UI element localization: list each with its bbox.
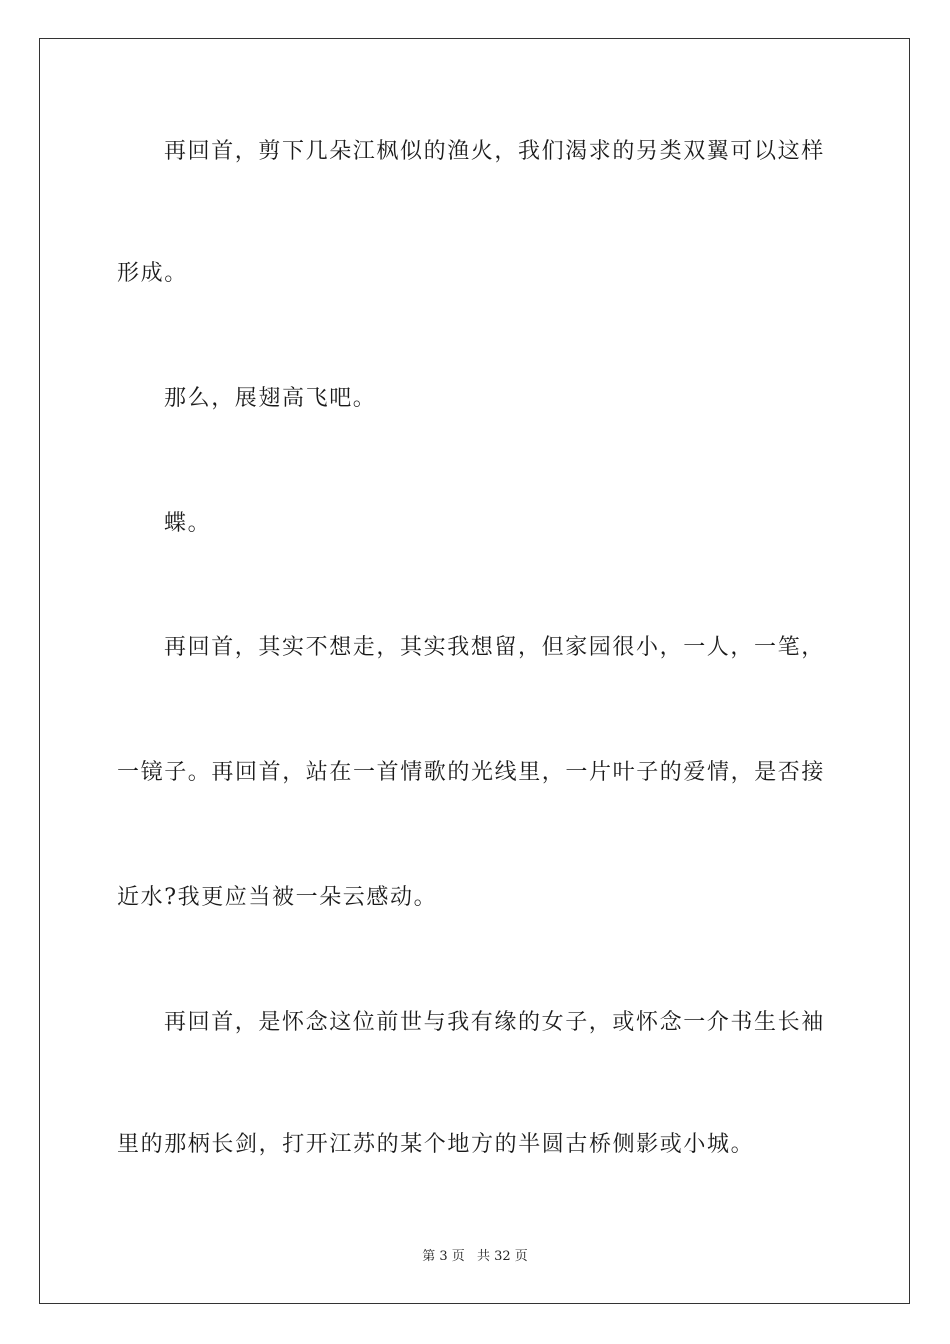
paragraph-3: 蝶。 [164, 511, 212, 536]
paragraph-5-line-1: 再回首，是怀念这位前世与我有缘的女子，或怀念一介书生长袖 [164, 1010, 825, 1035]
page-total: 共 32 页 [476, 1249, 528, 1264]
page-footer [0, 1248, 950, 1266]
paragraph-2: 那么，展翅高飞吧。 [164, 386, 377, 411]
paragraph-4-line-3: 近水?我更应当被一朵云感动。 [117, 885, 438, 910]
paragraph-4-line-2: 一镜子。再回首，站在一首情歌的光线里，一片叶子的爱情，是否接 [117, 760, 826, 785]
paragraph-4-line-1: 再回首，其实不想走，其实我想留，但家园很小，一人，一笔， [164, 635, 825, 660]
paragraph-1-line-1: 再回首，剪下几朵江枫似的渔火，我们渴求的另类双翼可以这样 [164, 139, 825, 164]
page-number: 第 3 页 [422, 1249, 465, 1264]
paragraph-1-line-2: 形成。 [117, 261, 188, 286]
paragraph-5-line-2: 里的那柄长剑，打开江苏的某个地方的半圆古桥侧影或小城。 [117, 1132, 755, 1157]
page-border [39, 38, 910, 1304]
